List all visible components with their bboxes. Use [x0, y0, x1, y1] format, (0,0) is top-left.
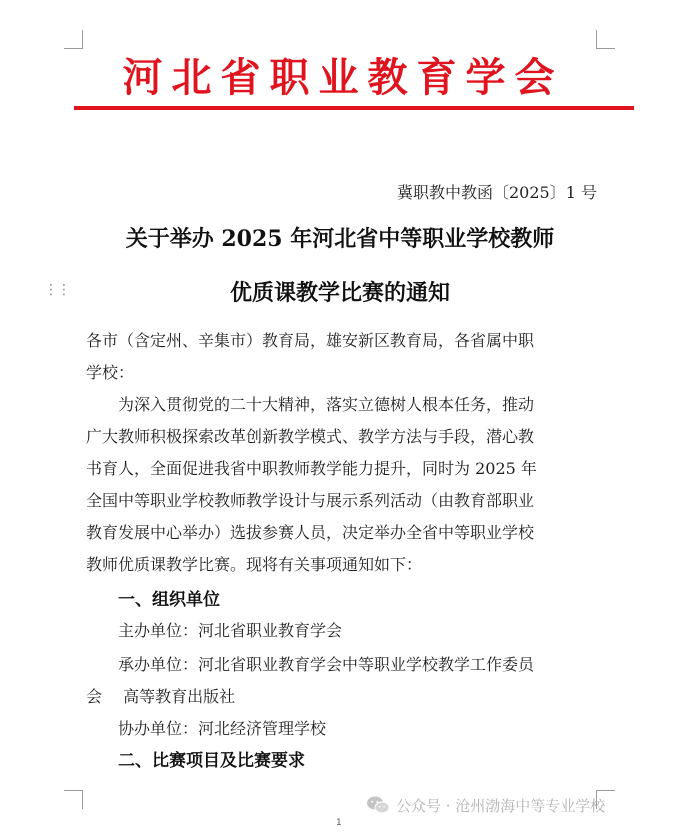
addressee-line-2: 学校：	[86, 363, 135, 382]
wechat-icon	[366, 795, 390, 815]
section-heading-organization: 一、组织单位	[118, 590, 220, 610]
crop-mark-top-right	[596, 30, 615, 49]
organizer-unit-line-1: 承办单位：河北省职业教育学会中等职业学校教学工作委员	[86, 655, 535, 674]
section-heading-competition: 二、比赛项目及比赛要求	[118, 751, 305, 771]
document-title-line-2: 优质课教学比赛的通知	[229, 280, 450, 306]
paragraph-line: 书育人，全面促进我省中职教师教学能力提升，同时为 2025 年	[86, 459, 537, 478]
masthead-red-rule	[74, 106, 634, 110]
crop-mark-bottom-left	[64, 790, 83, 809]
paragraph-line: 广大教师积极探索改革创新教学模式、教学方法与手段，潜心教	[86, 427, 535, 446]
masthead-org-name: 河北省职业教育学会	[122, 54, 564, 101]
wechat-watermark	[366, 793, 605, 817]
organizer-unit-line-2: 会 高等教育出版社	[86, 687, 236, 706]
host-unit-line: 主办单位：河北省职业教育学会	[86, 621, 343, 640]
watermark-text: 公众号 · 沧州渤海中等专业学校	[396, 796, 606, 815]
crop-mark-top-left	[64, 30, 83, 49]
paragraph-line: 全国中等职业学校教师教学设计与展示系列活动（由教育部职业	[86, 491, 535, 510]
paragraph-line: 教师优质课教学比赛。现将有关事项通知如下：	[86, 555, 423, 574]
paragraph-line: 为深入贯彻党的二十大精神，落实立德树人根本任务，推动	[86, 395, 535, 414]
page-number: 1	[336, 818, 342, 828]
document-number: 冀职教中教函〔2025〕1 号	[397, 183, 597, 202]
paragraph-line: 教育发展中心举办）选拔参赛人员，决定举办全省中等职业学校	[86, 523, 535, 542]
co-organizer-unit-line: 协办单位：河北经济管理学校	[86, 719, 327, 738]
document-title-line-1: 关于举办 2025 年河北省中等职业学校教师	[125, 226, 555, 252]
addressee-line-1: 各市（含定州、辛集市）教育局，雄安新区教育局，各省属中职	[86, 331, 535, 350]
paragraph-drag-handle-icon[interactable]: ⋮⋮	[44, 282, 70, 298]
